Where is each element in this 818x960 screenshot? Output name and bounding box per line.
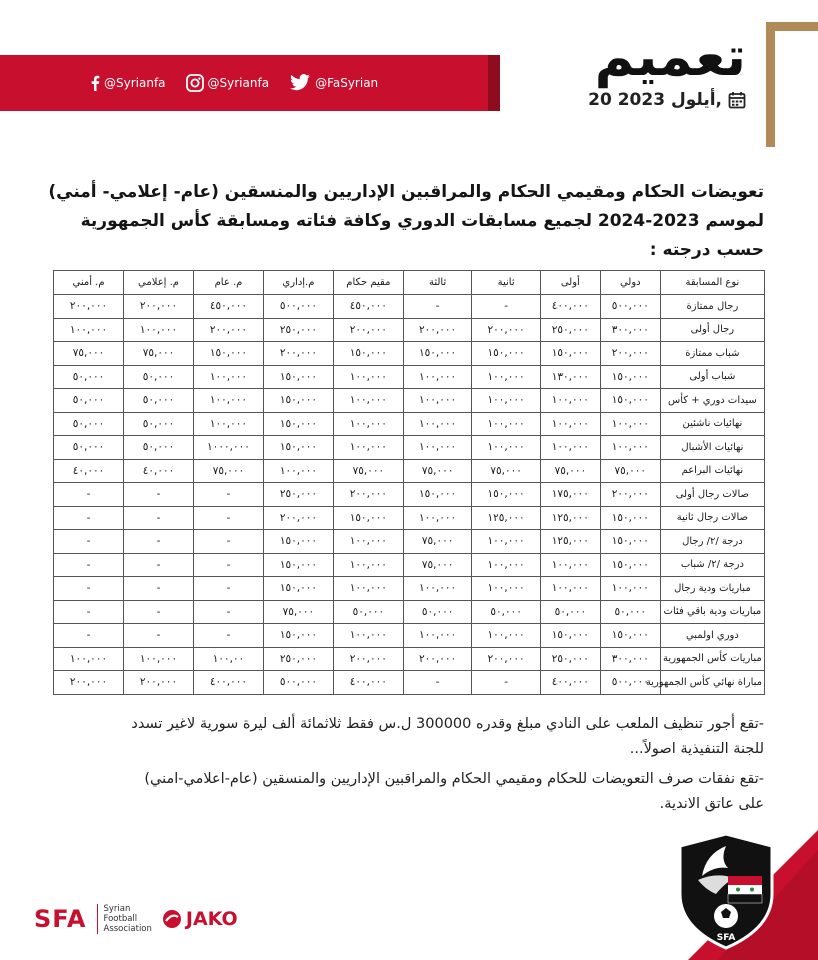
- page-title: تعميم: [594, 25, 746, 88]
- table-row: [54, 577, 765, 601]
- amount-cell: ٧٥,٠٠٠: [600, 459, 660, 483]
- amount-cell: ٢٠٠,٠٠٠: [263, 506, 333, 530]
- amount-cell: ١٠٠,٠٠٠: [403, 506, 472, 530]
- amount-cell: -: [124, 600, 194, 624]
- note-2-line-1: -تقع نفقات صرف التعويضات للحكام ومقيمي الحكام والمراقبين الإداريين والمنسقين (عام-اعلامي-امني): [144, 771, 764, 787]
- amount-cell: ٢٥٠,٠٠٠: [263, 483, 333, 507]
- amount-cell: ٥٠,٠٠٠: [124, 412, 194, 436]
- amount-cell: ٧٥,٠٠٠: [540, 459, 600, 483]
- amount-cell: ٥٠,٠٠٠: [54, 412, 124, 436]
- amount-cell: ١٠٠,٠٠٠: [333, 553, 403, 577]
- competition-type-cell: صالات رجال ثانية: [660, 506, 764, 530]
- jako-icon: [162, 909, 182, 929]
- amount-cell: ٧٥,٠٠٠: [403, 553, 472, 577]
- amount-cell: ١٠٠,٠٠٠: [403, 624, 472, 648]
- competition-type-cell: نهائيات ناشئين: [660, 412, 764, 436]
- competition-type-cell: درجة /٢/ رجال: [660, 530, 764, 554]
- table-header-cell: نوع المسابقة: [660, 271, 764, 295]
- amount-cell: ٥٠,٠٠٠: [403, 600, 472, 624]
- amount-cell: ٢٠٠,٠٠٠: [333, 647, 403, 671]
- note-2: [54, 767, 764, 817]
- amount-cell: ١٥٠,٠٠٠: [600, 530, 660, 554]
- amount-cell: ١٢٥,٠٠٠: [540, 506, 600, 530]
- amount-cell: ٧٥,٠٠٠: [193, 459, 263, 483]
- note-1: [54, 712, 764, 762]
- amount-cell: -: [54, 553, 124, 577]
- amount-cell: ١٥٠,٠٠٠: [263, 365, 333, 389]
- amount-cell: ٥٠٠,٠٠٠: [263, 295, 333, 319]
- table-row: [54, 342, 765, 366]
- amount-cell: ١٠٠,٠٠٠: [333, 624, 403, 648]
- instagram-icon: [186, 74, 204, 92]
- amount-cell: ١٠٠,٠٠٠: [193, 412, 263, 436]
- amount-cell: -: [193, 530, 263, 554]
- amount-cell: ٢٠٠,٠٠٠: [124, 671, 194, 695]
- amount-cell: ١٠٠,٠٠٠: [540, 436, 600, 460]
- competition-type-cell: شباب أولى: [660, 365, 764, 389]
- amount-cell: -: [124, 530, 194, 554]
- competition-type-cell: شباب ممتازة: [660, 342, 764, 366]
- competition-type-cell: رجال أولى: [660, 318, 764, 342]
- amount-cell: -: [54, 600, 124, 624]
- amount-cell: ١٠٠,٠٠٠: [403, 577, 472, 601]
- amount-cell: ٢٠٠,٠٠٠: [472, 318, 541, 342]
- compensation-table: [53, 270, 765, 695]
- amount-cell: ٥٠,٠٠٠: [124, 436, 194, 460]
- amount-cell: ٧٥,٠٠٠: [403, 530, 472, 554]
- amount-cell: -: [124, 577, 194, 601]
- facebook-handle: @Syrianfa: [104, 76, 166, 90]
- amount-cell: ١٠٠,٠٠٠: [54, 318, 124, 342]
- amount-cell: ١٠٠,٠٠٠: [600, 577, 660, 601]
- amount-cell: -: [193, 506, 263, 530]
- amount-cell: -: [193, 624, 263, 648]
- table-row: [54, 530, 765, 554]
- amount-cell: ٧٥,٠٠٠: [472, 459, 541, 483]
- competition-type-cell: سيدات دوري + كأس: [660, 389, 764, 413]
- amount-cell: ١٠٠,٠٠٠: [333, 577, 403, 601]
- amount-cell: ١٠٠,٠٠٠: [472, 624, 541, 648]
- amount-cell: ١٥٠,٠٠٠: [600, 365, 660, 389]
- note-1-line-2: للجنة التنفيذية اصولاً...: [629, 741, 764, 757]
- amount-cell: -: [124, 553, 194, 577]
- social-links: [90, 55, 378, 111]
- amount-cell: ١٠٠٠,٠٠٠: [193, 436, 263, 460]
- competition-type-cell: نهائيات البراعم: [660, 459, 764, 483]
- amount-cell: ٤٠,٠٠٠: [124, 459, 194, 483]
- amount-cell: ١٠٠,٠٠٠: [333, 530, 403, 554]
- amount-cell: ٢٥٠,٠٠٠: [263, 318, 333, 342]
- jako-logo: [162, 908, 238, 930]
- amount-cell: ٢٠٠,٠٠٠: [333, 318, 403, 342]
- note-2-line-2: على عاتق الاندية.: [659, 796, 764, 812]
- amount-cell: -: [54, 483, 124, 507]
- amount-cell: ٥٠,٠٠٠: [54, 389, 124, 413]
- amount-cell: ١٥٠,٠٠٠: [600, 624, 660, 648]
- intro-line-2: لموسم 2023-2024 لجميع مسابقات الدوري وكافة فئاته ومسابقة كأس الجمهورية: [80, 211, 764, 231]
- amount-cell: ١٣٠,٠٠٠: [540, 365, 600, 389]
- amount-cell: ٤٥٠,٠٠٠: [193, 295, 263, 319]
- amount-cell: -: [54, 577, 124, 601]
- table-row: [54, 483, 765, 507]
- amount-cell: ١٥٠,٠٠٠: [403, 483, 472, 507]
- amount-cell: -: [472, 295, 541, 319]
- twitter-handle: @FaSyrian: [315, 76, 379, 90]
- crest-label: SFA: [716, 933, 736, 943]
- amount-cell: ٥٠,٠٠٠: [54, 436, 124, 460]
- date-row: [588, 90, 746, 110]
- amount-cell: ١٥٠,٠٠٠: [263, 577, 333, 601]
- table-row: [54, 459, 765, 483]
- table-header-cell: م. عام: [193, 271, 263, 295]
- amount-cell: ٢٠٠,٠٠٠: [600, 483, 660, 507]
- table-header-cell: ثالثة: [403, 271, 472, 295]
- amount-cell: ٧٥,٠٠٠: [54, 342, 124, 366]
- table-row: [54, 506, 765, 530]
- amount-cell: ٢٠٠,٠٠٠: [54, 295, 124, 319]
- amount-cell: ٤٥٠,٠٠٠: [333, 295, 403, 319]
- table-row: [54, 389, 765, 413]
- amount-cell: ٥٠,٠٠٠: [540, 600, 600, 624]
- date-text: 20 أيلول 2023,: [588, 90, 722, 110]
- amount-cell: ١٥٠,٠٠٠: [472, 342, 541, 366]
- amount-cell: -: [193, 553, 263, 577]
- amount-cell: -: [472, 671, 541, 695]
- table-header-row: [54, 271, 765, 295]
- amount-cell: ١٥٠,٠٠٠: [263, 436, 333, 460]
- table-header-cell: أولى: [540, 271, 600, 295]
- sfa-crest-icon: [676, 832, 776, 950]
- amount-cell: ١٠٠,٠٠٠: [472, 365, 541, 389]
- amount-cell: -: [124, 624, 194, 648]
- table-row: [54, 365, 765, 389]
- amount-cell: ١٠٠,٠٠٠: [540, 553, 600, 577]
- amount-cell: ١٥٠,٠٠٠: [600, 553, 660, 577]
- amount-cell: ٢٠٠,٠٠٠: [193, 318, 263, 342]
- amount-cell: ١٠٠,٠٠٠: [540, 412, 600, 436]
- notes-section: [54, 712, 764, 822]
- note-1-line-1: -تقع أجور تنظيف الملعب على النادي مبلغ وقدره 300000 ل.س فقط ثلاثمائة ألف ليرة سورية لاغير تسدد: [131, 716, 764, 732]
- amount-cell: ١٥٠,٠٠٠: [193, 342, 263, 366]
- amount-cell: ٧٥,٠٠٠: [333, 459, 403, 483]
- amount-cell: ٢٠٠,٠٠٠: [403, 318, 472, 342]
- amount-cell: ١٠٠,٠٠٠: [472, 553, 541, 577]
- amount-cell: ٥٠,٠٠٠: [600, 600, 660, 624]
- amount-cell: ١٠٠,٠٠٠: [403, 412, 472, 436]
- table-row: [54, 553, 765, 577]
- instagram-link[interactable]: [186, 74, 270, 92]
- amount-cell: ١٥٠,٠٠٠: [472, 483, 541, 507]
- amount-cell: ١٥٠,٠٠٠: [263, 412, 333, 436]
- competition-type-cell: صالات رجال أولى: [660, 483, 764, 507]
- amount-cell: -: [54, 506, 124, 530]
- amount-cell: ١٠٠,٠٠٠: [600, 436, 660, 460]
- intro-line-3: حسب درجته :: [649, 240, 764, 260]
- amount-cell: -: [54, 530, 124, 554]
- amount-cell: ١٠٠,٠٠٠: [263, 459, 333, 483]
- amount-cell: ٣٠٠,٠٠٠: [600, 318, 660, 342]
- amount-cell: ٢٠٠,٠٠٠: [472, 647, 541, 671]
- amount-cell: ٥٠,٠٠٠: [333, 600, 403, 624]
- amount-cell: ١٠٠,٠٠٠: [193, 389, 263, 413]
- twitter-link[interactable]: [289, 74, 378, 92]
- facebook-link[interactable]: [90, 75, 166, 91]
- amount-cell: ١٠٠,٠٠٠: [403, 389, 472, 413]
- amount-cell: ٧٥,٠٠٠: [124, 342, 194, 366]
- amount-cell: ١٥٠,٠٠٠: [263, 624, 333, 648]
- sfa-logo: SFA: [34, 905, 87, 933]
- amount-cell: -: [124, 506, 194, 530]
- amount-cell: ٥٠,٠٠٠: [124, 365, 194, 389]
- amount-cell: ١٠٠,٠٠٠: [403, 365, 472, 389]
- amount-cell: ١٠٠,٠٠٠: [540, 577, 600, 601]
- table-row: [54, 671, 765, 695]
- sfa-sub-line-2: Football: [103, 914, 138, 924]
- amount-cell: ٢٠٠,٠٠٠: [600, 342, 660, 366]
- competition-type-cell: رجال ممتازة: [660, 295, 764, 319]
- amount-cell: ١٠٠,٠٠٠: [333, 436, 403, 460]
- amount-cell: -: [124, 483, 194, 507]
- amount-cell: ٢٠٠,٠٠٠: [403, 647, 472, 671]
- table-row: [54, 600, 765, 624]
- competition-type-cell: درجة /٢/ شباب: [660, 553, 764, 577]
- table-header-cell: دولي: [600, 271, 660, 295]
- amount-cell: ١٠٠,٠٠٠: [333, 365, 403, 389]
- competition-type-cell: نهائيات الأشبال: [660, 436, 764, 460]
- amount-cell: ١٥٠,٠٠٠: [263, 553, 333, 577]
- amount-cell: ٢٠٠,٠٠٠: [333, 483, 403, 507]
- competition-type-cell: مباريات ودية رجال: [660, 577, 764, 601]
- amount-cell: ١٠٠,٠٠٠: [124, 647, 194, 671]
- corner-frame: [766, 22, 818, 147]
- table-header-cell: م. أمني: [54, 271, 124, 295]
- table-row: [54, 412, 765, 436]
- amount-cell: ١٠٠,٠٠٠: [193, 365, 263, 389]
- amount-cell: -: [193, 577, 263, 601]
- sfa-sub-line-1: Syrian: [103, 904, 131, 914]
- amount-cell: ١٠٠,٠٠٠: [472, 530, 541, 554]
- amount-cell: ١٠٠,٠٠٠: [403, 436, 472, 460]
- amount-cell: ٤٠٠,٠٠٠: [540, 295, 600, 319]
- amount-cell: ٢٥٠,٠٠٠: [540, 647, 600, 671]
- amount-cell: ١٥٠,٠٠٠: [263, 389, 333, 413]
- table-header-cell: م.إداري: [263, 271, 333, 295]
- facebook-icon: [90, 75, 100, 91]
- amount-cell: ١٢٥,٠٠٠: [540, 530, 600, 554]
- intro-paragraph: [44, 178, 764, 265]
- table-row: [54, 295, 765, 319]
- sfa-subtitle: [97, 904, 152, 934]
- amount-cell: ٥٠٠,٠٠٠: [263, 671, 333, 695]
- amount-cell: ١٥٠,٠٠٠: [540, 342, 600, 366]
- amount-cell: ٤٠,٠٠٠: [54, 459, 124, 483]
- amount-cell: ٣٠٠,٠٠٠: [600, 647, 660, 671]
- amount-cell: ٥٠٠,٠٠٠: [600, 295, 660, 319]
- amount-cell: ٢٥٠,٠٠٠: [263, 647, 333, 671]
- amount-cell: ٧٥,٠٠٠: [403, 459, 472, 483]
- instagram-handle: @Syrianfa: [207, 76, 270, 90]
- amount-cell: ٤٠٠,٠٠٠: [333, 671, 403, 695]
- table-row: [54, 624, 765, 648]
- amount-cell: ٤٠٠,٠٠٠: [540, 671, 600, 695]
- calendar-icon: [728, 91, 746, 109]
- amount-cell: ٧٥,٠٠٠: [263, 600, 333, 624]
- title-block: [588, 25, 746, 110]
- table-row: [54, 436, 765, 460]
- amount-cell: ١٠٠,٠٠٠: [54, 647, 124, 671]
- amount-cell: ٥٠٠,٠٠٠: [600, 671, 660, 695]
- amount-cell: ٢٥٠,٠٠٠: [540, 318, 600, 342]
- competition-type-cell: دوري اولمبي: [660, 624, 764, 648]
- amount-cell: ٢٠٠,٠٠٠: [263, 342, 333, 366]
- amount-cell: ٥٠,٠٠٠: [124, 389, 194, 413]
- twitter-icon: [289, 74, 311, 92]
- competition-type-cell: مباريات كأس الجمهورية: [660, 647, 764, 671]
- amount-cell: ١٢٥,٠٠٠: [472, 506, 541, 530]
- amount-cell: ١٠٠,٠٠٠: [472, 412, 541, 436]
- amount-cell: ١٥٠,٠٠٠: [333, 342, 403, 366]
- competition-type-cell: مباريات ودية باقي فئات: [660, 600, 764, 624]
- table-row: [54, 318, 765, 342]
- amount-cell: ١٥٠,٠٠٠: [333, 506, 403, 530]
- amount-cell: ١٠٠,٠٠: [193, 647, 263, 671]
- table-header-cell: م. إعلامي: [124, 271, 194, 295]
- amount-cell: ١٠٠,٠٠٠: [600, 412, 660, 436]
- amount-cell: -: [193, 600, 263, 624]
- header-banner-edge: [488, 55, 500, 111]
- table-header-cell: ثانية: [472, 271, 541, 295]
- amount-cell: ٢٠٠,٠٠٠: [124, 295, 194, 319]
- amount-cell: ٢٠٠,٠٠٠: [54, 671, 124, 695]
- amount-cell: ١٠٠,٠٠٠: [333, 389, 403, 413]
- table-row: [54, 647, 765, 671]
- amount-cell: ٥٠,٠٠٠: [54, 365, 124, 389]
- amount-cell: ١٥٠,٠٠٠: [540, 624, 600, 648]
- amount-cell: -: [54, 624, 124, 648]
- amount-cell: -: [403, 295, 472, 319]
- amount-cell: ١٠٠,٠٠٠: [124, 318, 194, 342]
- amount-cell: -: [403, 671, 472, 695]
- amount-cell: ١٥٠,٠٠٠: [600, 389, 660, 413]
- amount-cell: ١٥٠,٠٠٠: [263, 530, 333, 554]
- jako-text: JAKO: [185, 908, 238, 930]
- amount-cell: -: [193, 483, 263, 507]
- competition-type-cell: مباراة نهائي كأس الجمهورية: [660, 671, 764, 695]
- amount-cell: ١٥٠,٠٠٠: [600, 506, 660, 530]
- amount-cell: ١٠٠,٠٠٠: [472, 436, 541, 460]
- amount-cell: ١٥٠,٠٠٠: [403, 342, 472, 366]
- amount-cell: ١٠٠,٠٠٠: [472, 577, 541, 601]
- amount-cell: ١٠٠,٠٠٠: [472, 389, 541, 413]
- amount-cell: ١٠٠,٠٠٠: [333, 412, 403, 436]
- amount-cell: ٤٠٠,٠٠٠: [193, 671, 263, 695]
- sfa-sub-line-3: Association: [103, 924, 152, 934]
- amount-cell: ١٠٠,٠٠٠: [540, 389, 600, 413]
- amount-cell: ٥٠,٠٠٠: [472, 600, 541, 624]
- intro-line-1: تعويضات الحكام ومقيمي الحكام والمراقبين الإداريين والمنسقين (عام- إعلامي- أمني): [48, 182, 764, 202]
- table-header-cell: مقيم حكام: [333, 271, 403, 295]
- amount-cell: ١٧٥,٠٠٠: [540, 483, 600, 507]
- footer-logos: [34, 904, 238, 934]
